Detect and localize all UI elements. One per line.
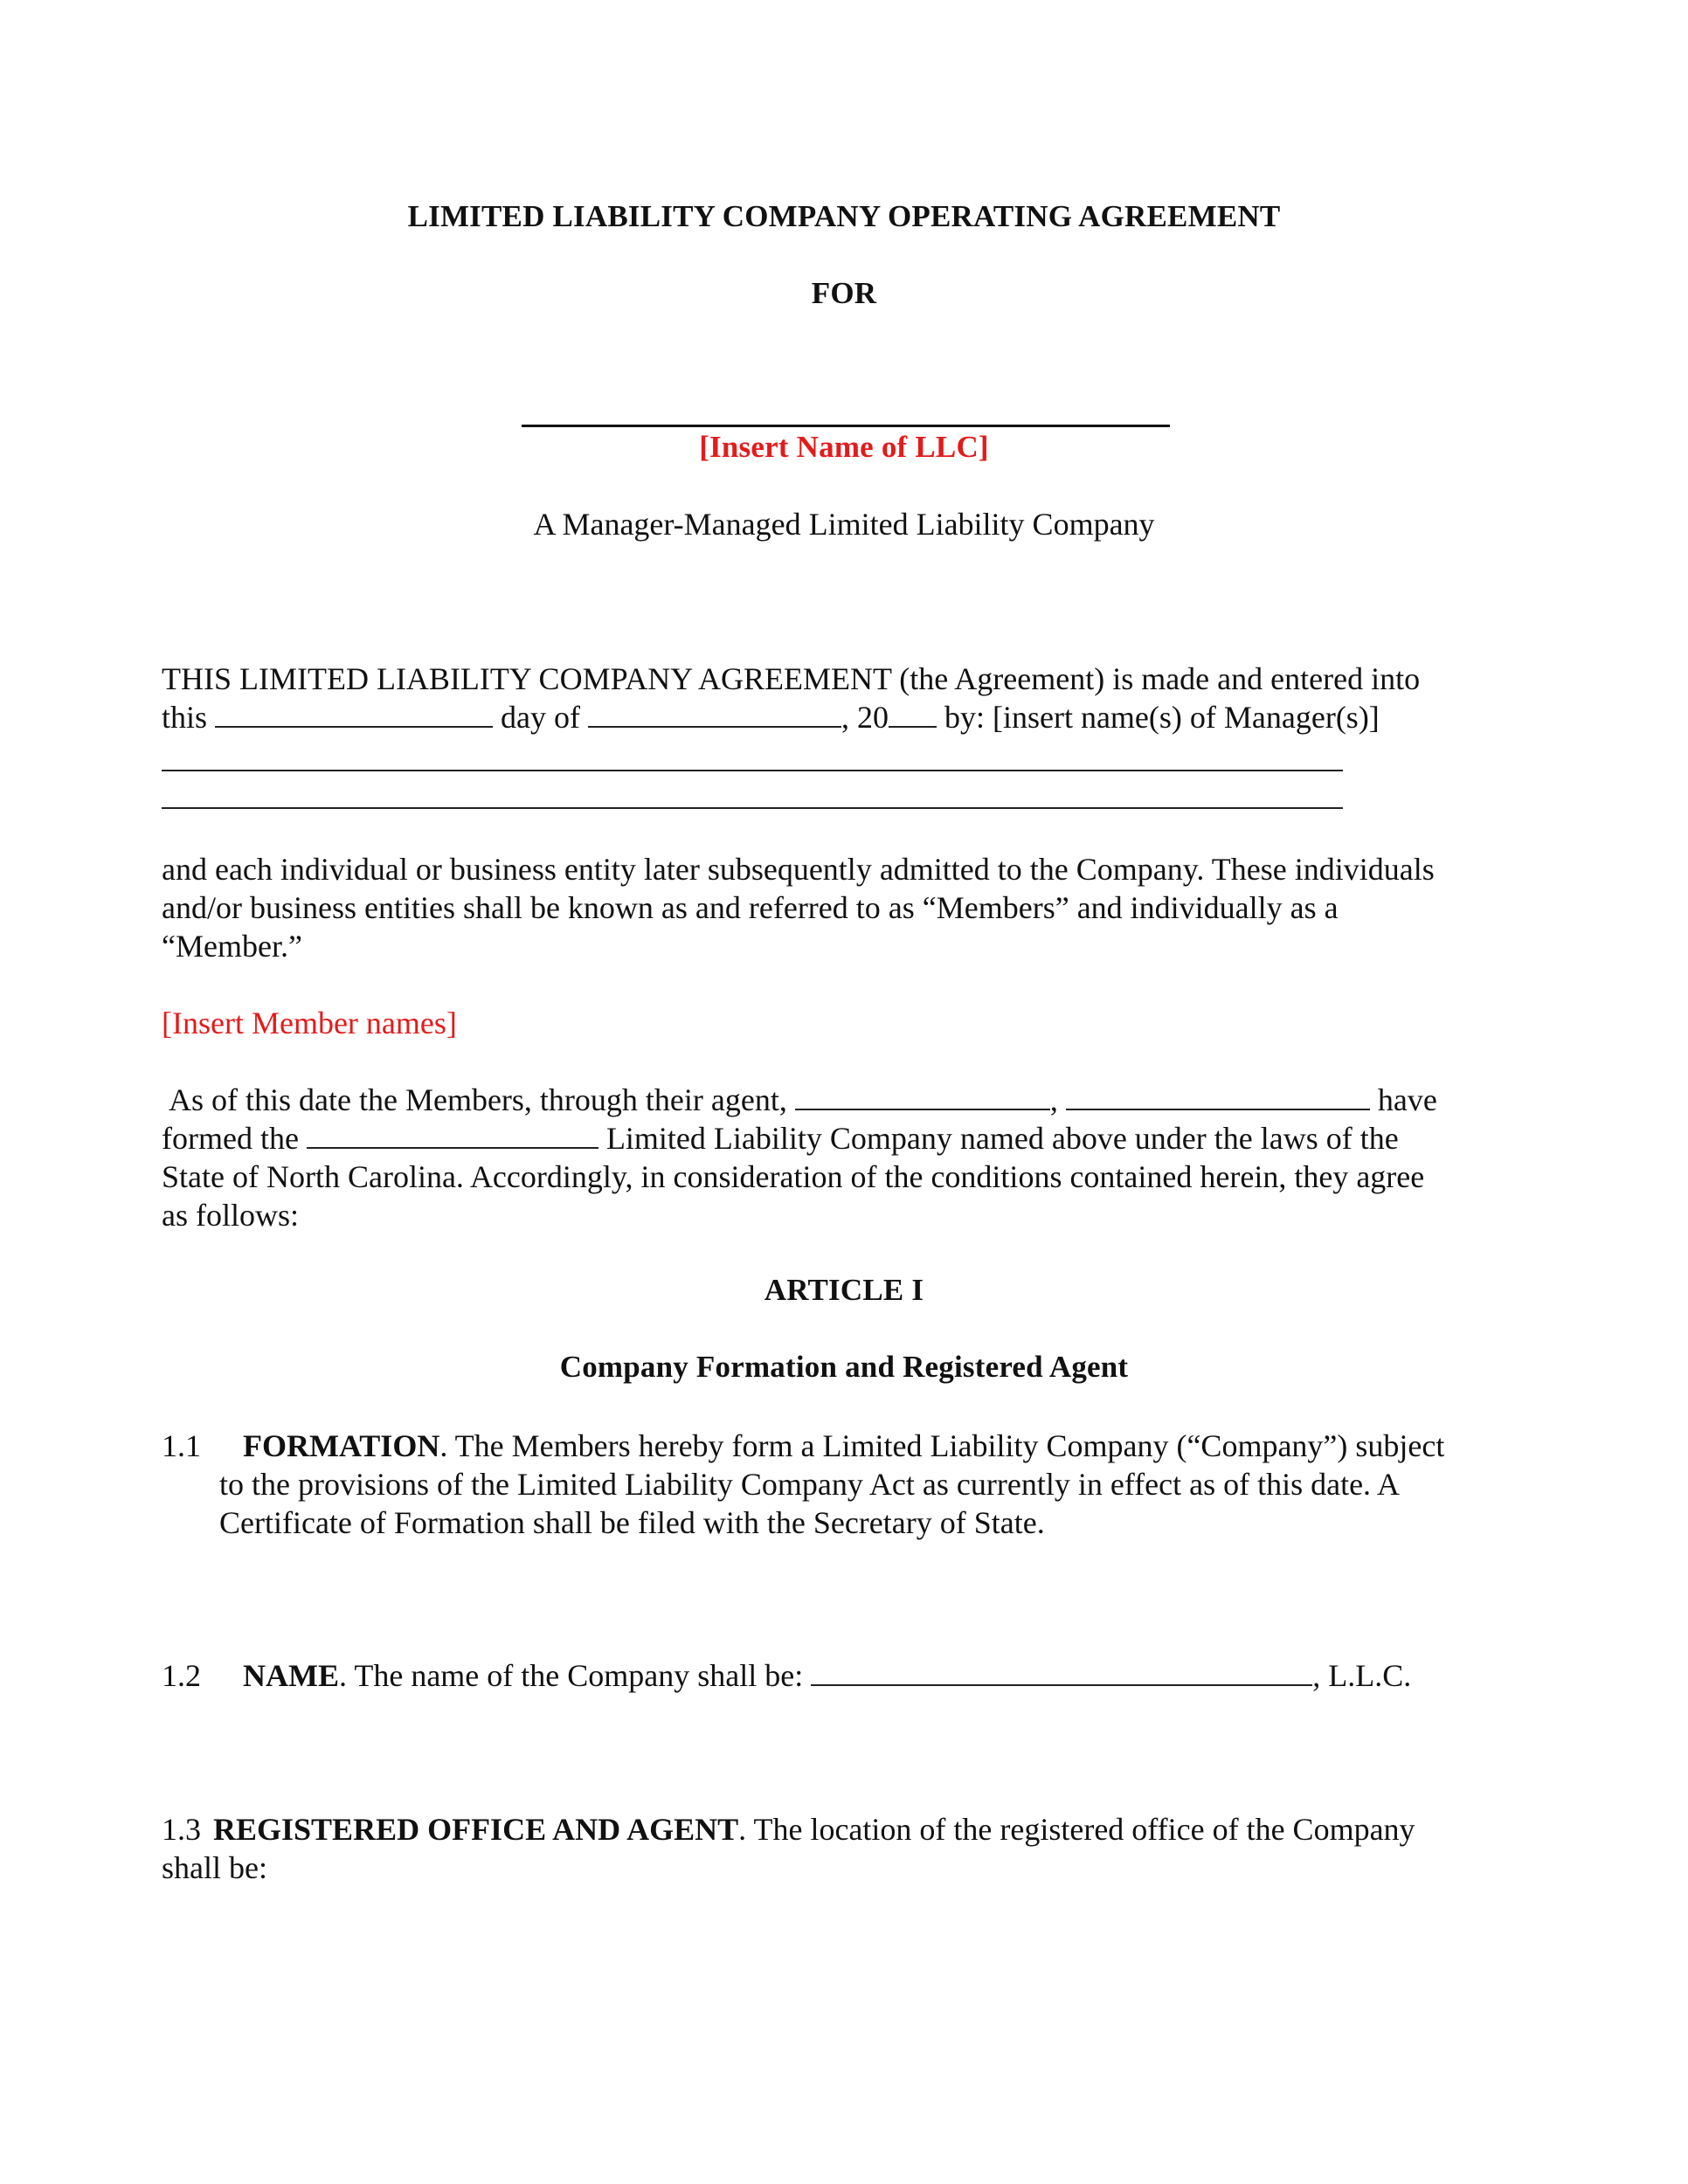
agent-blank-1[interactable] [795, 1082, 1050, 1110]
section-1-3-line-2: shall be: [162, 1850, 267, 1885]
formation-line-1 [169, 1081, 1437, 1119]
company-official-name-blank[interactable] [811, 1658, 1312, 1686]
section-1-3-line-1 [162, 1810, 1415, 1849]
intro-line-1: THIS LIMITED LIABILITY COMPANY AGREEMENT (the Agreement) is made and entered into [162, 661, 1421, 696]
member-names-placeholder: [Insert Member names] [162, 1006, 457, 1040]
members-line-1: and each individual or business entity later subsequently admitted to the Company. These individuals [162, 852, 1435, 887]
intro-line-2 [162, 698, 1380, 736]
intro-this: this [162, 700, 208, 735]
formation-line-3: State of North Carolina. Accordingly, in consideration of the conditions contained herein, they agree [162, 1159, 1425, 1194]
members-line-3: “Member.” [162, 929, 302, 964]
formation-line-2-end: Limited Liability Company named above under the laws of the [605, 1121, 1399, 1156]
for-label: FOR [811, 276, 877, 310]
llc-name-placeholder: [Insert Name of LLC] [699, 430, 989, 464]
article-heading: ARTICLE I [764, 1273, 924, 1307]
section-number: 1.1 [162, 1428, 201, 1463]
document-subtitle: A Manager-Managed Limited Liability Company [533, 507, 1155, 542]
formation-line-4: as follows: [162, 1198, 299, 1233]
members-line-2: and/or business entities shall be known as and referred to as “Members” and individually as a [162, 890, 1339, 925]
section-1-1-line-3: Certificate of Formation shall be filed with the Secretary of State. [219, 1505, 1045, 1540]
formation-line-1-end: have [1377, 1082, 1437, 1117]
section-number: 1.3 [162, 1812, 201, 1847]
agent-blank-2[interactable] [1066, 1082, 1370, 1110]
intro-year-prefix: , 20 [841, 700, 889, 735]
llc-name-blank[interactable] [522, 425, 1170, 427]
section-text: . The name of the Company shall be: [339, 1658, 804, 1693]
section-heading: FORMATION [243, 1428, 440, 1463]
section-text: . The location of the registered office of the Company [738, 1812, 1415, 1847]
manager-name-line-2[interactable] [162, 807, 1343, 809]
section-suffix: , L.L.C. [1312, 1658, 1412, 1693]
intro-by-text: by: [insert name(s) of Manager(s)] [944, 700, 1380, 735]
intro-day-of: day of [501, 700, 580, 735]
section-heading: REGISTERED OFFICE AND AGENT [213, 1812, 739, 1847]
formation-line-1-start: As of this date the Members, through their agent, [169, 1082, 787, 1117]
section-number: 1.2 [162, 1658, 201, 1693]
formation-comma: , [1049, 1082, 1058, 1117]
section-1-1-line-1 [162, 1427, 1444, 1465]
section-text: . The Members hereby form a Limited Liability Company (“Company”) subject [439, 1428, 1445, 1463]
month-blank[interactable] [588, 700, 841, 728]
article-subheading: Company Formation and Registered Agent [559, 1350, 1129, 1384]
section-1-2 [162, 1656, 1411, 1695]
formation-line-2-start: formed the [162, 1121, 299, 1156]
year-blank[interactable] [889, 700, 937, 728]
section-1-1-line-2: to the provisions of the Limited Liability Company Act as currently in effect as of this date. A [219, 1467, 1401, 1502]
section-heading: NAME [243, 1658, 339, 1693]
manager-name-line-1[interactable] [162, 770, 1343, 771]
document-title: LIMITED LIABILITY COMPANY OPERATING AGREEMENT [407, 199, 1281, 233]
company-name-blank[interactable] [307, 1121, 598, 1149]
day-blank[interactable] [215, 700, 493, 728]
formation-line-2 [162, 1119, 1399, 1158]
